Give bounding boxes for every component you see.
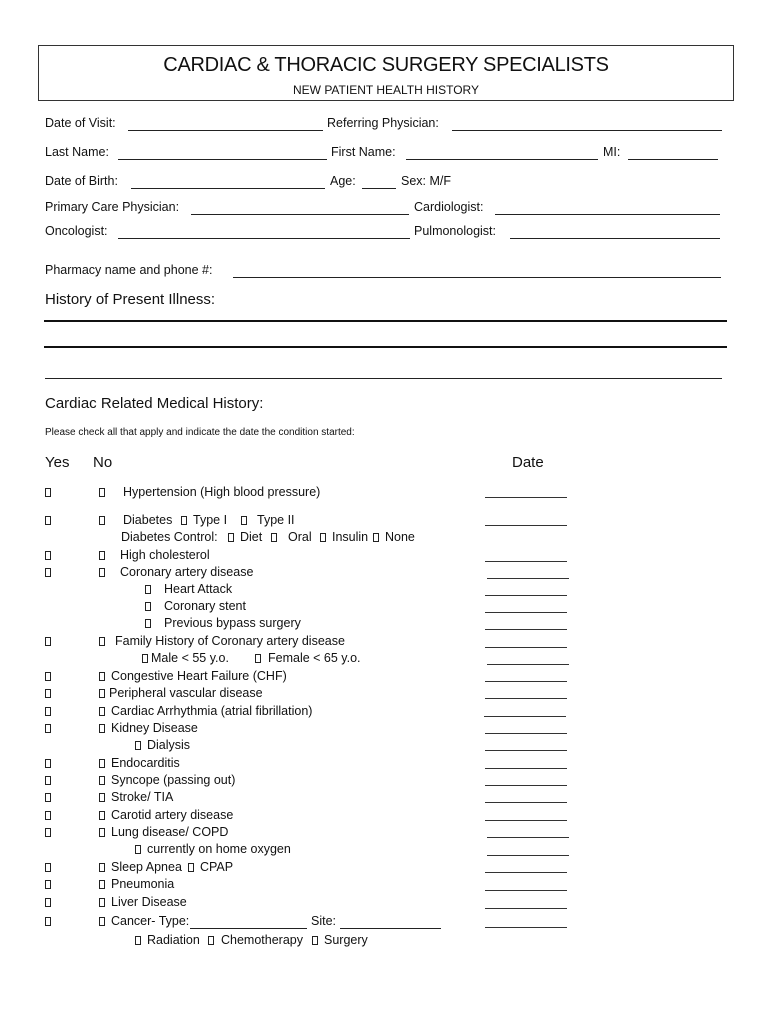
sex-label: Sex: M/F [401, 174, 452, 188]
cholesterol-label: High cholesterol [120, 548, 210, 562]
female-checkbox[interactable] [255, 654, 261, 663]
sleep-apnea-label: Sleep Apnea [111, 860, 182, 874]
yes-checkbox[interactable] [45, 880, 51, 889]
no-checkbox[interactable] [99, 759, 105, 768]
diabetes-control-label: Diabetes Control: [121, 530, 218, 544]
oxygen-checkbox[interactable] [135, 845, 141, 854]
bypass-checkbox[interactable] [145, 619, 151, 628]
male-label: Male < 55 y.o. [151, 651, 229, 665]
date-field[interactable] [485, 733, 567, 734]
history-present-illness-title: History of Present Illness: [45, 291, 216, 308]
site-field[interactable] [340, 928, 441, 929]
date-field[interactable] [485, 525, 567, 526]
yes-checkbox[interactable] [45, 488, 51, 497]
type2-checkbox[interactable] [241, 516, 247, 525]
yes-checkbox[interactable] [45, 637, 51, 646]
no-checkbox[interactable] [99, 776, 105, 785]
date-field[interactable] [485, 612, 567, 613]
bypass-label: Previous bypass surgery [164, 616, 301, 630]
cardiologist-label: Cardiologist: [414, 200, 484, 214]
pvd-label: Peripheral vascular disease [109, 686, 263, 700]
male-checkbox[interactable] [142, 654, 148, 663]
yes-checkbox[interactable] [45, 568, 51, 577]
cardiac-instruction: Please check all that apply and indicate the date the condition started: [45, 427, 355, 438]
date-field[interactable] [485, 927, 567, 928]
surgery-checkbox[interactable] [312, 936, 318, 945]
diabetes-label: Diabetes [123, 513, 173, 527]
pulmonologist-field[interactable] [510, 238, 720, 239]
date-field[interactable] [485, 750, 567, 751]
none-label: None [385, 530, 415, 544]
yes-checkbox[interactable] [45, 811, 51, 820]
col-no: No [93, 454, 113, 471]
date-of-visit-label: Date of Visit: [45, 116, 116, 130]
date-field[interactable] [485, 890, 567, 891]
yes-checkbox[interactable] [45, 759, 51, 768]
date-field[interactable] [485, 768, 567, 769]
dialysis-label: Dialysis [147, 738, 191, 752]
illness-line-2[interactable] [44, 346, 727, 348]
oncologist-field[interactable] [118, 238, 410, 239]
first-name-label: First Name: [331, 145, 396, 159]
oral-label: Oral [288, 530, 312, 544]
date-field[interactable] [485, 872, 567, 873]
yes-checkbox[interactable] [45, 689, 51, 698]
date-field[interactable] [487, 855, 569, 856]
no-checkbox[interactable] [99, 811, 105, 820]
cpap-label: CPAP [200, 860, 234, 874]
date-field[interactable] [485, 802, 567, 803]
pulmonologist-label: Pulmonologist: [414, 224, 496, 238]
radiation-label: Radiation [147, 933, 200, 947]
pharmacy-field[interactable] [233, 277, 721, 278]
syncope-label: Syncope (passing out) [111, 773, 236, 787]
stent-label: Coronary stent [164, 599, 246, 613]
cardiac-history-title: Cardiac Related Medical History: [45, 395, 264, 412]
yes-checkbox[interactable] [45, 793, 51, 802]
date-field[interactable] [485, 647, 567, 648]
cancer-type-field[interactable] [190, 928, 307, 929]
none-checkbox[interactable] [373, 533, 379, 542]
date-field[interactable] [484, 716, 566, 717]
oral-checkbox[interactable] [271, 533, 277, 542]
dialysis-checkbox[interactable] [135, 741, 141, 750]
age-label: Age: [330, 174, 356, 188]
date-field[interactable] [487, 578, 569, 579]
yes-checkbox[interactable] [45, 551, 51, 560]
yes-checkbox[interactable] [45, 724, 51, 733]
date-field[interactable] [485, 561, 567, 562]
carotid-label: Carotid artery disease [111, 808, 234, 822]
date-field[interactable] [485, 595, 567, 596]
date-of-birth-field[interactable] [131, 188, 325, 189]
form-subtitle: NEW PATIENT HEALTH HISTORY [292, 83, 480, 97]
radiation-checkbox[interactable] [135, 936, 141, 945]
no-checkbox[interactable] [99, 880, 105, 889]
type1-label: Type I [193, 513, 228, 527]
date-field[interactable] [487, 837, 569, 838]
arrhythmia-label: Cardiac Arrhythmia (atrial fibrillation) [111, 704, 313, 718]
yes-checkbox[interactable] [45, 776, 51, 785]
oncologist-label: Oncologist: [45, 224, 108, 238]
referring-physician-label: Referring Physician: [327, 116, 439, 130]
yes-checkbox[interactable] [45, 707, 51, 716]
stroke-label: Stroke/ TIA [111, 790, 174, 804]
col-yes: Yes [45, 454, 70, 471]
surgery-label: Surgery [324, 933, 368, 947]
no-checkbox[interactable] [99, 707, 105, 716]
cad-label: Coronary artery disease [120, 565, 254, 579]
no-checkbox[interactable] [99, 898, 105, 907]
no-checkbox[interactable] [99, 793, 105, 802]
family-cad-label: Family History of Coronary artery disease [115, 634, 345, 648]
no-checkbox[interactable] [99, 828, 105, 837]
yes-checkbox[interactable] [45, 828, 51, 837]
date-field[interactable] [485, 820, 567, 821]
pharmacy-label: Pharmacy name and phone #: [45, 263, 213, 277]
diet-label: Diet [240, 530, 263, 544]
date-of-visit-field[interactable] [128, 130, 323, 131]
chemo-checkbox[interactable] [208, 936, 214, 945]
age-field[interactable] [362, 188, 396, 189]
no-checkbox[interactable] [99, 637, 105, 646]
hypertension-label: Hypertension (High blood pressure) [123, 485, 321, 499]
yes-checkbox[interactable] [45, 863, 51, 872]
cardiologist-field[interactable] [495, 214, 720, 215]
referring-physician-field[interactable] [452, 130, 722, 131]
female-label: Female < 65 y.o. [268, 651, 361, 665]
chf-label: Congestive Heart Failure (CHF) [111, 669, 287, 683]
chemo-label: Chemotherapy [221, 933, 303, 947]
liver-label: Liver Disease [111, 895, 187, 909]
primary-care-field[interactable] [191, 214, 409, 215]
no-checkbox[interactable] [99, 863, 105, 872]
type1-checkbox[interactable] [181, 516, 187, 525]
endocarditis-label: Endocarditis [111, 756, 180, 770]
date-field[interactable] [485, 629, 567, 630]
illness-line-3[interactable] [45, 378, 722, 379]
cpap-checkbox[interactable] [188, 863, 194, 872]
mi-field[interactable] [628, 159, 718, 160]
yes-checkbox[interactable] [45, 516, 51, 525]
yes-checkbox[interactable] [45, 917, 51, 926]
no-checkbox[interactable] [99, 672, 105, 681]
form-header [38, 45, 734, 101]
insulin-checkbox[interactable] [320, 533, 326, 542]
heart-attack-label: Heart Attack [164, 582, 233, 596]
yes-checkbox[interactable] [45, 898, 51, 907]
primary-care-label: Primary Care Physician: [45, 200, 180, 214]
no-checkbox[interactable] [99, 568, 105, 577]
date-field[interactable] [485, 698, 567, 699]
first-name-field[interactable] [406, 159, 598, 160]
date-field[interactable] [485, 497, 567, 498]
no-checkbox[interactable] [99, 551, 105, 560]
diet-checkbox[interactable] [228, 533, 234, 542]
col-date: Date [512, 454, 544, 471]
cancer-type-label: Cancer- Type: [111, 914, 190, 928]
date-field[interactable] [485, 681, 567, 682]
kidney-label: Kidney Disease [111, 721, 198, 735]
date-field[interactable] [485, 785, 567, 786]
oxygen-label: currently on home oxygen [147, 842, 291, 856]
no-checkbox[interactable] [99, 488, 105, 497]
illness-line-1[interactable] [44, 320, 727, 322]
lung-label: Lung disease/ COPD [111, 825, 229, 839]
last-name-label: Last Name: [45, 145, 109, 159]
mi-label: MI: [603, 145, 621, 159]
no-checkbox[interactable] [99, 917, 105, 926]
pneumonia-label: Pneumonia [111, 877, 175, 891]
site-label: Site: [311, 914, 337, 928]
no-checkbox[interactable] [99, 516, 105, 525]
date-field[interactable] [485, 908, 567, 909]
date-field[interactable] [487, 664, 569, 665]
form-title: CARDIAC & THORACIC SURGERY SPECIALISTS [163, 54, 609, 76]
last-name-field[interactable] [118, 159, 327, 160]
no-checkbox[interactable] [99, 724, 105, 733]
date-of-birth-label: Date of Birth: [45, 174, 118, 188]
type2-label: Type II [257, 513, 295, 527]
heart-attack-checkbox[interactable] [145, 585, 151, 594]
insulin-label: Insulin [332, 530, 369, 544]
yes-checkbox[interactable] [45, 672, 51, 681]
no-checkbox[interactable] [99, 689, 105, 698]
stent-checkbox[interactable] [145, 602, 151, 611]
